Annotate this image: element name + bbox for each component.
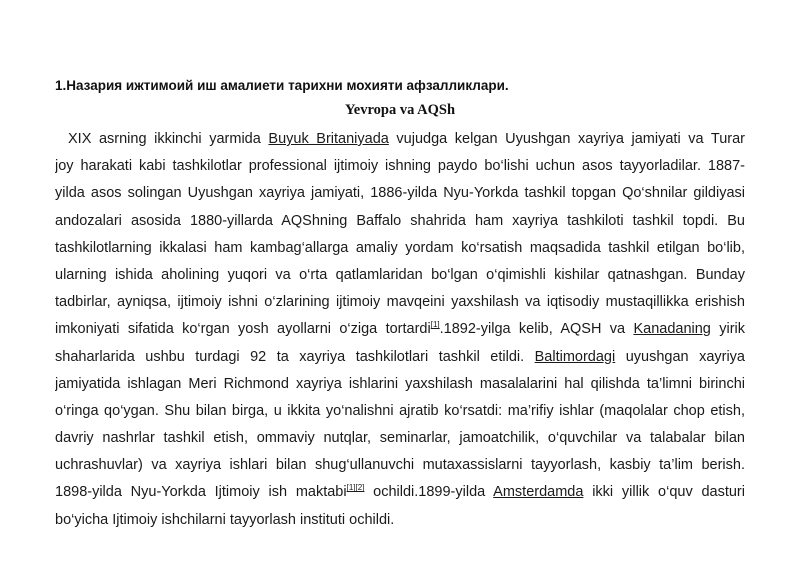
footnote-ref[interactable]: [1]	[346, 483, 356, 493]
footnote-ref[interactable]: [1]	[430, 320, 440, 330]
paragraph-line: jamiyatida ishlagan Meri Richmond xayriya ishlarini yaxshilash masalalarini hal qilishda ta’limni birinchi	[55, 375, 745, 392]
paragraph-line: o‘ringa qo‘ygan. Shu bilan birga, u ikkita yo‘nalishni ajratib ko‘rsatdi: ma’rifiy ishlar (maqolalar chop etish,	[55, 402, 745, 419]
text-run: .1892-yilga kelib, AQSH va	[439, 321, 634, 338]
text-run: uyushgan xayriya	[615, 348, 745, 365]
paragraph-line	[55, 126, 745, 153]
link-amsterdamda[interactable]: Amsterdamda	[493, 484, 584, 501]
text-run: imkoniyati sifatida ko‘rgan yosh ayollarni o‘ziga tortardi	[55, 321, 431, 338]
paragraph-line: yilda asos solingan Uyushgan xayriya jamiyati, 1886-yilda Nyu-Yorkda tashkil topgan Qo‘shnilar gildiyasi	[55, 185, 745, 202]
link-kanadaning[interactable]: Kanadaning	[633, 321, 711, 338]
paragraph-line	[55, 479, 745, 506]
link-buyuk-britaniyada[interactable]: Buyuk Britaniyada	[268, 131, 389, 147]
paragraph-line	[55, 316, 745, 343]
text-run: yirik	[710, 321, 745, 338]
paragraph-line: andozalari asosida 1880-yillarda AQShning Baffalo shahrida ham xayriya tashkiloti tashkil topdi. Bu	[55, 212, 745, 229]
paragraph-line: ularning ishida aholining yuqori va o‘rta qatlamlaridan bo‘lgan o‘qimishli kishilar qatnashgan. Bunday	[55, 266, 745, 283]
text-run: ochildi.1899-yilda	[364, 484, 494, 501]
paragraph-line: davriy nashrlar tashkil etish, ommaviy nutqlar, seminarlar, jamoatchilik, o‘quvchilar va talabalar bilan	[55, 430, 745, 447]
text-run: vujudga kelgan Uyushgan xayriya jamiyati va Turar	[388, 131, 745, 147]
section-subheading: Yevropa va AQSh	[344, 102, 456, 118]
text-run: XIX asrning ikkinchi yarmida	[68, 131, 269, 147]
paragraph-line: bo‘yicha Ijtimoiy ishchilarni tayyorlash instituti ochildi.	[55, 511, 395, 528]
text-run: 1898-yilda Nyu-Yorkda Ijtimoiy ish maktabi	[55, 484, 347, 501]
section-heading: 1.Назария ижтимоий иш амалиети тарихни мохияти афзалликлари.	[55, 78, 509, 93]
text-run: shaharlarida ushbu turdagi 92 ta xayriya tashkilotlari tashkil etildi.	[55, 348, 535, 365]
paragraph-line: tadbirlar, ayniqsa, ijtimoiy ishni o‘zlarining ijtimoiy mavqeini yaxshilash va iqtisodiy mustaqillikka erishish	[55, 294, 745, 311]
text-run: ikki yillik o‘quv dasturi	[583, 484, 745, 501]
paragraph-line: joy harakati kabi tashkilotlar professional ijtimoiy ishning paydo bo‘lishi uchun asos tayyorladilar. 1887-	[55, 158, 745, 175]
link-baltimordagi[interactable]: Baltimordagi	[534, 348, 616, 365]
paragraph-line	[55, 344, 745, 371]
paragraph-line: tashkilotlarning ikkalasi ham kambag‘allarga amaliy yordam ko‘rsatish maqsadida tashkil etilgan bo‘lib,	[55, 239, 745, 256]
body-paragraph	[55, 126, 745, 534]
paragraph-line: uchrashuvlar) va xayriya ishlari bilan shug‘ullanuvchi mutaxassislarni tayyorlash, kasbiy ta’lim berish.	[55, 457, 745, 474]
footnote-ref[interactable]: [2]	[355, 483, 365, 493]
